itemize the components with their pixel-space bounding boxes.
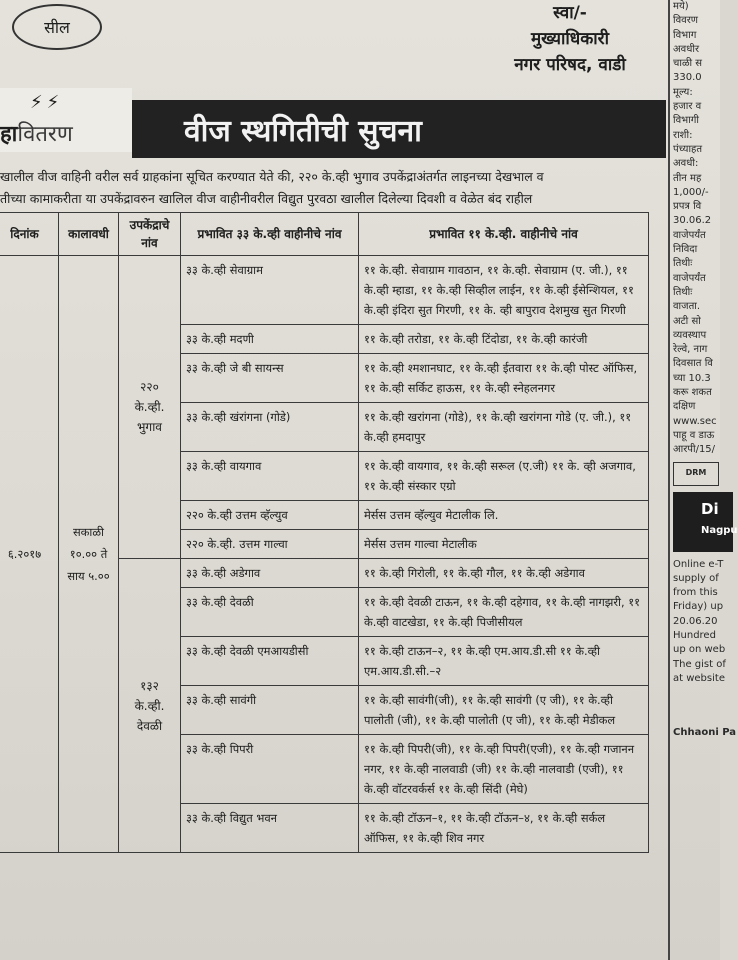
intro-line: खालील वीज वाहिनी वरील सर्व ग्राहकांना सूचित करण्यात येते की, २२० के.व्ही भुगाव उपकेंद्राअंतर्गत लाइनच्या देखभाल व: [0, 169, 544, 184]
adjacent-ad-line: हजार व: [673, 101, 702, 113]
adjacent-ad-line: करू शकत: [673, 387, 712, 399]
adjacent-ad-line: तीन मह: [673, 172, 702, 184]
feeder-33kv-cell: २२० के.व्ही उत्तम व्हॅल्युव: [181, 501, 359, 530]
feeder-33kv-cell: २२० के.व्ही. उत्तम गाल्वा: [181, 530, 359, 559]
adjacent-ad-line: अटी सो: [673, 315, 701, 327]
notice-intro: [0, 166, 662, 210]
adjacent-ad-column: [668, 0, 738, 960]
adjacent-ad-line: च्या 10.3: [673, 372, 711, 384]
header-substation: उपकेंद्राचे नांव: [119, 213, 181, 256]
seal-stamp: [12, 4, 102, 50]
header-date: दिनांक: [0, 213, 59, 256]
adjacent-ad-line: वाजेपर्यंत: [673, 229, 706, 241]
lightning-icon: ⚡⚡: [30, 92, 64, 113]
feeder-11kv-cell: ११ के.व्ही श्मशानघाट, ११ के.व्ही ईतवारा ११ के.व्ही पोस्ट ऑफिस, ११ के.व्ही सर्किट हाऊस, ११ के.व्ही स्नेहलनगर: [359, 354, 649, 403]
substation-cell: १३२ के.व्ही. देवळी: [119, 559, 181, 853]
intro-line: तीच्या कामाकरीता या उपकेंद्रावरुन खालिल वीज वाहीनीवरील विद्युत पुरवठा खालील दिलेल्या दिवशी व वेळेत बंद राहील: [0, 191, 533, 206]
feeder-11kv-cell: ११ के.व्ही तरोडा, ११ के.व्ही टिंदोडा, ११ के.व्ही कारंजी: [359, 325, 649, 354]
feeder-33kv-cell: ३३ के.व्ही सावंगी: [181, 686, 359, 735]
adjacent-ad-line: तिथीः: [673, 286, 693, 298]
outage-table: [0, 212, 649, 853]
feeder-33kv-cell: ३३ के.व्ही सेवाग्राम: [181, 256, 359, 325]
adjacent-ad-line: अवधीर: [673, 43, 700, 55]
adjacent-ad-line: तिथीः: [673, 258, 693, 270]
adjacent-ad-line: 330.0: [673, 72, 702, 84]
header-feeder-33kv: प्रभावित ३३ के.व्ही वाहीनीचे नांव: [181, 213, 359, 256]
duration-cell: सकाळी १०.०० ते साय ५.००: [59, 256, 119, 853]
table-header-row: [0, 213, 649, 256]
adjacent-ad-line: Online e-T: [673, 558, 724, 570]
feeder-33kv-cell: ३३ के.व्ही देवळी: [181, 588, 359, 637]
table-row: [0, 256, 649, 325]
signature-block: [480, 0, 660, 78]
feeder-11kv-cell: ११ के.व्ही खरांगना (गोडे), ११ के.व्ही खरांगना गोडे (ए. जी.), ११ के.व्ही हमदापुर: [359, 403, 649, 452]
adjacent-ad-line: supply of: [673, 572, 719, 584]
substation-cell: २२० के.व्ही. भुगाव: [119, 256, 181, 559]
adjacent-ad-line: The gist of: [673, 658, 726, 670]
adjacent-ad-line: मये): [673, 1, 689, 12]
feeder-11kv-cell: ११ के.व्ही वायगाव, ११ के.व्ही सरूल (ए.जी) ११ के. व्ही अजगाव, ११ के.व्ही संस्कार एग्रो: [359, 452, 649, 501]
feeder-33kv-cell: ३३ के.व्ही विद्युत भवन: [181, 804, 359, 853]
adjacent-ad-line: Friday) up: [673, 601, 724, 613]
adjacent-ad-line: विभाग: [673, 29, 697, 41]
adjacent-ad-line: विभागी: [673, 115, 699, 127]
adjacent-ad-line: from this: [673, 587, 718, 599]
feeder-33kv-cell: ३३ के.व्ही मदणी: [181, 325, 359, 354]
feeder-11kv-cell: मेर्सस उत्तम गाल्वा मेटालीक: [359, 530, 649, 559]
mahavitaran-logo: [0, 88, 132, 152]
feeder-11kv-cell: ११ के.व्ही पिपरी(जी), ११ के.व्ही पिपरी(एजी), ११ के.व्ही गजानन नगर, ११ के.व्ही नालवाडी (जी) ११ के.व्ही नालवाडी (एजी), ११ के.व्ही वॉटरवर्कर्स ११ के.व्ही सिंदी (मेघे): [359, 735, 649, 804]
header-feeder-11kv: प्रभावित ११ के.व्ही. वाहीनीचे नांव: [359, 213, 649, 256]
signature-line: स्वा/-: [553, 3, 587, 23]
adjacent-ad-line: व्यवस्थाप: [673, 329, 707, 341]
feeder-11kv-cell: ११ के.व्ही टॉऊन–१, ११ के.व्ही टॉऊन–४, ११ के.व्ही सर्कल ऑफिस, ११ के.व्ही शिव नगर: [359, 804, 649, 853]
adjacent-ad-line: पाहू व डाऊ: [673, 429, 715, 441]
adjacent-ad-title: Di: [701, 499, 719, 518]
adjacent-ad-line: दक्षिण: [673, 401, 696, 413]
feeder-33kv-cell: ३३ के.व्ही पिपरी: [181, 735, 359, 804]
adjacent-ad-header: [673, 492, 738, 552]
logo-text: हावितरण: [0, 122, 73, 147]
adjacent-ad-line: अवधी:: [673, 158, 699, 170]
feeder-33kv-cell: ३३ के.व्ही अडेगाव: [181, 559, 359, 588]
feeder-33kv-cell: ३३ के.व्ही जे बी सायन्स: [181, 354, 359, 403]
feeder-33kv-cell: ३३ के.व्ही देवळी एमआयडीसी: [181, 637, 359, 686]
adjacent-ad-line: मूल्य:: [673, 86, 693, 98]
adjacent-ad-line: at website: [673, 672, 725, 684]
adjacent-ad-line: 1,000/-: [673, 186, 709, 198]
adjacent-ad-line: वाजेपर्यंत: [673, 272, 706, 284]
signature-line: मुख्याधिकारी: [530, 29, 610, 49]
adjacent-ad-footer: Chhaoni Pa: [673, 727, 737, 739]
adjacent-ad-line: निविदा: [673, 244, 698, 256]
adjacent-ad-line: चाळी स: [673, 58, 703, 70]
seal-label: सील: [44, 18, 70, 37]
adjacent-ad-line: विवरण: [673, 15, 699, 27]
feeder-33kv-cell: ३३ के.व्ही वायगाव: [181, 452, 359, 501]
adjacent-ad-line: वाजता.: [673, 301, 701, 313]
adjacent-ad-line: www.sec: [673, 415, 717, 427]
adjacent-ad-line: राशी:: [673, 129, 693, 141]
adjacent-ad-line: Hundred: [673, 629, 716, 641]
adjacent-ad-line: दिवसात वि: [673, 358, 713, 370]
adjacent-ad-line: आरपी/15/: [673, 444, 716, 456]
feeder-11kv-cell: मेर्सस उत्तम व्हॅल्युव मेटालीक लि.: [359, 501, 649, 530]
adjacent-ad-line: 20.06.20: [673, 615, 718, 627]
feeder-11kv-cell: ११ के.व्ही देवळी टाऊन, ११ के.व्ही दहेगाव, ११ के.व्ही नागझरी, ११ के.व्ही वाटखेडा, ११ के.व्ही पिजीसीयल: [359, 588, 649, 637]
feeder-33kv-cell: ३३ के.व्ही खंरांगना (गोडे): [181, 403, 359, 452]
feeder-11kv-cell: ११ के.व्ही. सेवाग्राम गावठान, ११ के.व्ही. सेवाग्राम (ए. जी.), ११ के.व्ही म्हाडा, ११ के.व्ही सिव्हील लाईन, ११ के.व्ही ईसेन्शियल, ११ के.व्ही इंदिरा सुत गिरणी, ११ के. व्ही बापुराव देशमुख सुत गिरणी: [359, 256, 649, 325]
header-duration: कालावधी: [59, 213, 119, 256]
adjacent-ad-line: पंच्याहत: [673, 143, 703, 155]
adjacent-ad-subtitle: Nagpu: [701, 524, 738, 536]
feeder-11kv-cell: ११ के.व्ही टाऊन–२, ११ के.व्ही एम.आय.डी.सी ११ के.व्ही एम.आय.डी.सी.–२: [359, 637, 649, 686]
adjacent-ad-line: 30.06.2: [673, 215, 712, 227]
adjacent-ad-line: रेल्वे, नाग: [673, 344, 708, 356]
feeder-11kv-cell: ११ के.व्ही सावंगी(जी), ११ के.व्ही सावंगी (ए जी), ११ के.व्ही पालोती (जी), ११ के.व्ही पालोती (ए जी), ११ के.व्ही मेडीकल: [359, 686, 649, 735]
notice-title: वीज स्थगितीची सुचना: [132, 100, 666, 158]
signature-line: नगर परिषद, वाडी: [514, 55, 626, 75]
feeder-11kv-cell: ११ के.व्ही गिरोली, ११ के.व्ही गौल, ११ के.व्ही अडेगाव: [359, 559, 649, 588]
adjacent-ad-line: up on web: [673, 644, 726, 656]
railway-logo: DRM: [673, 462, 719, 486]
date-cell: ६.२०१७: [0, 256, 59, 853]
adjacent-ad-line: प्रपत्र वि: [673, 201, 702, 213]
